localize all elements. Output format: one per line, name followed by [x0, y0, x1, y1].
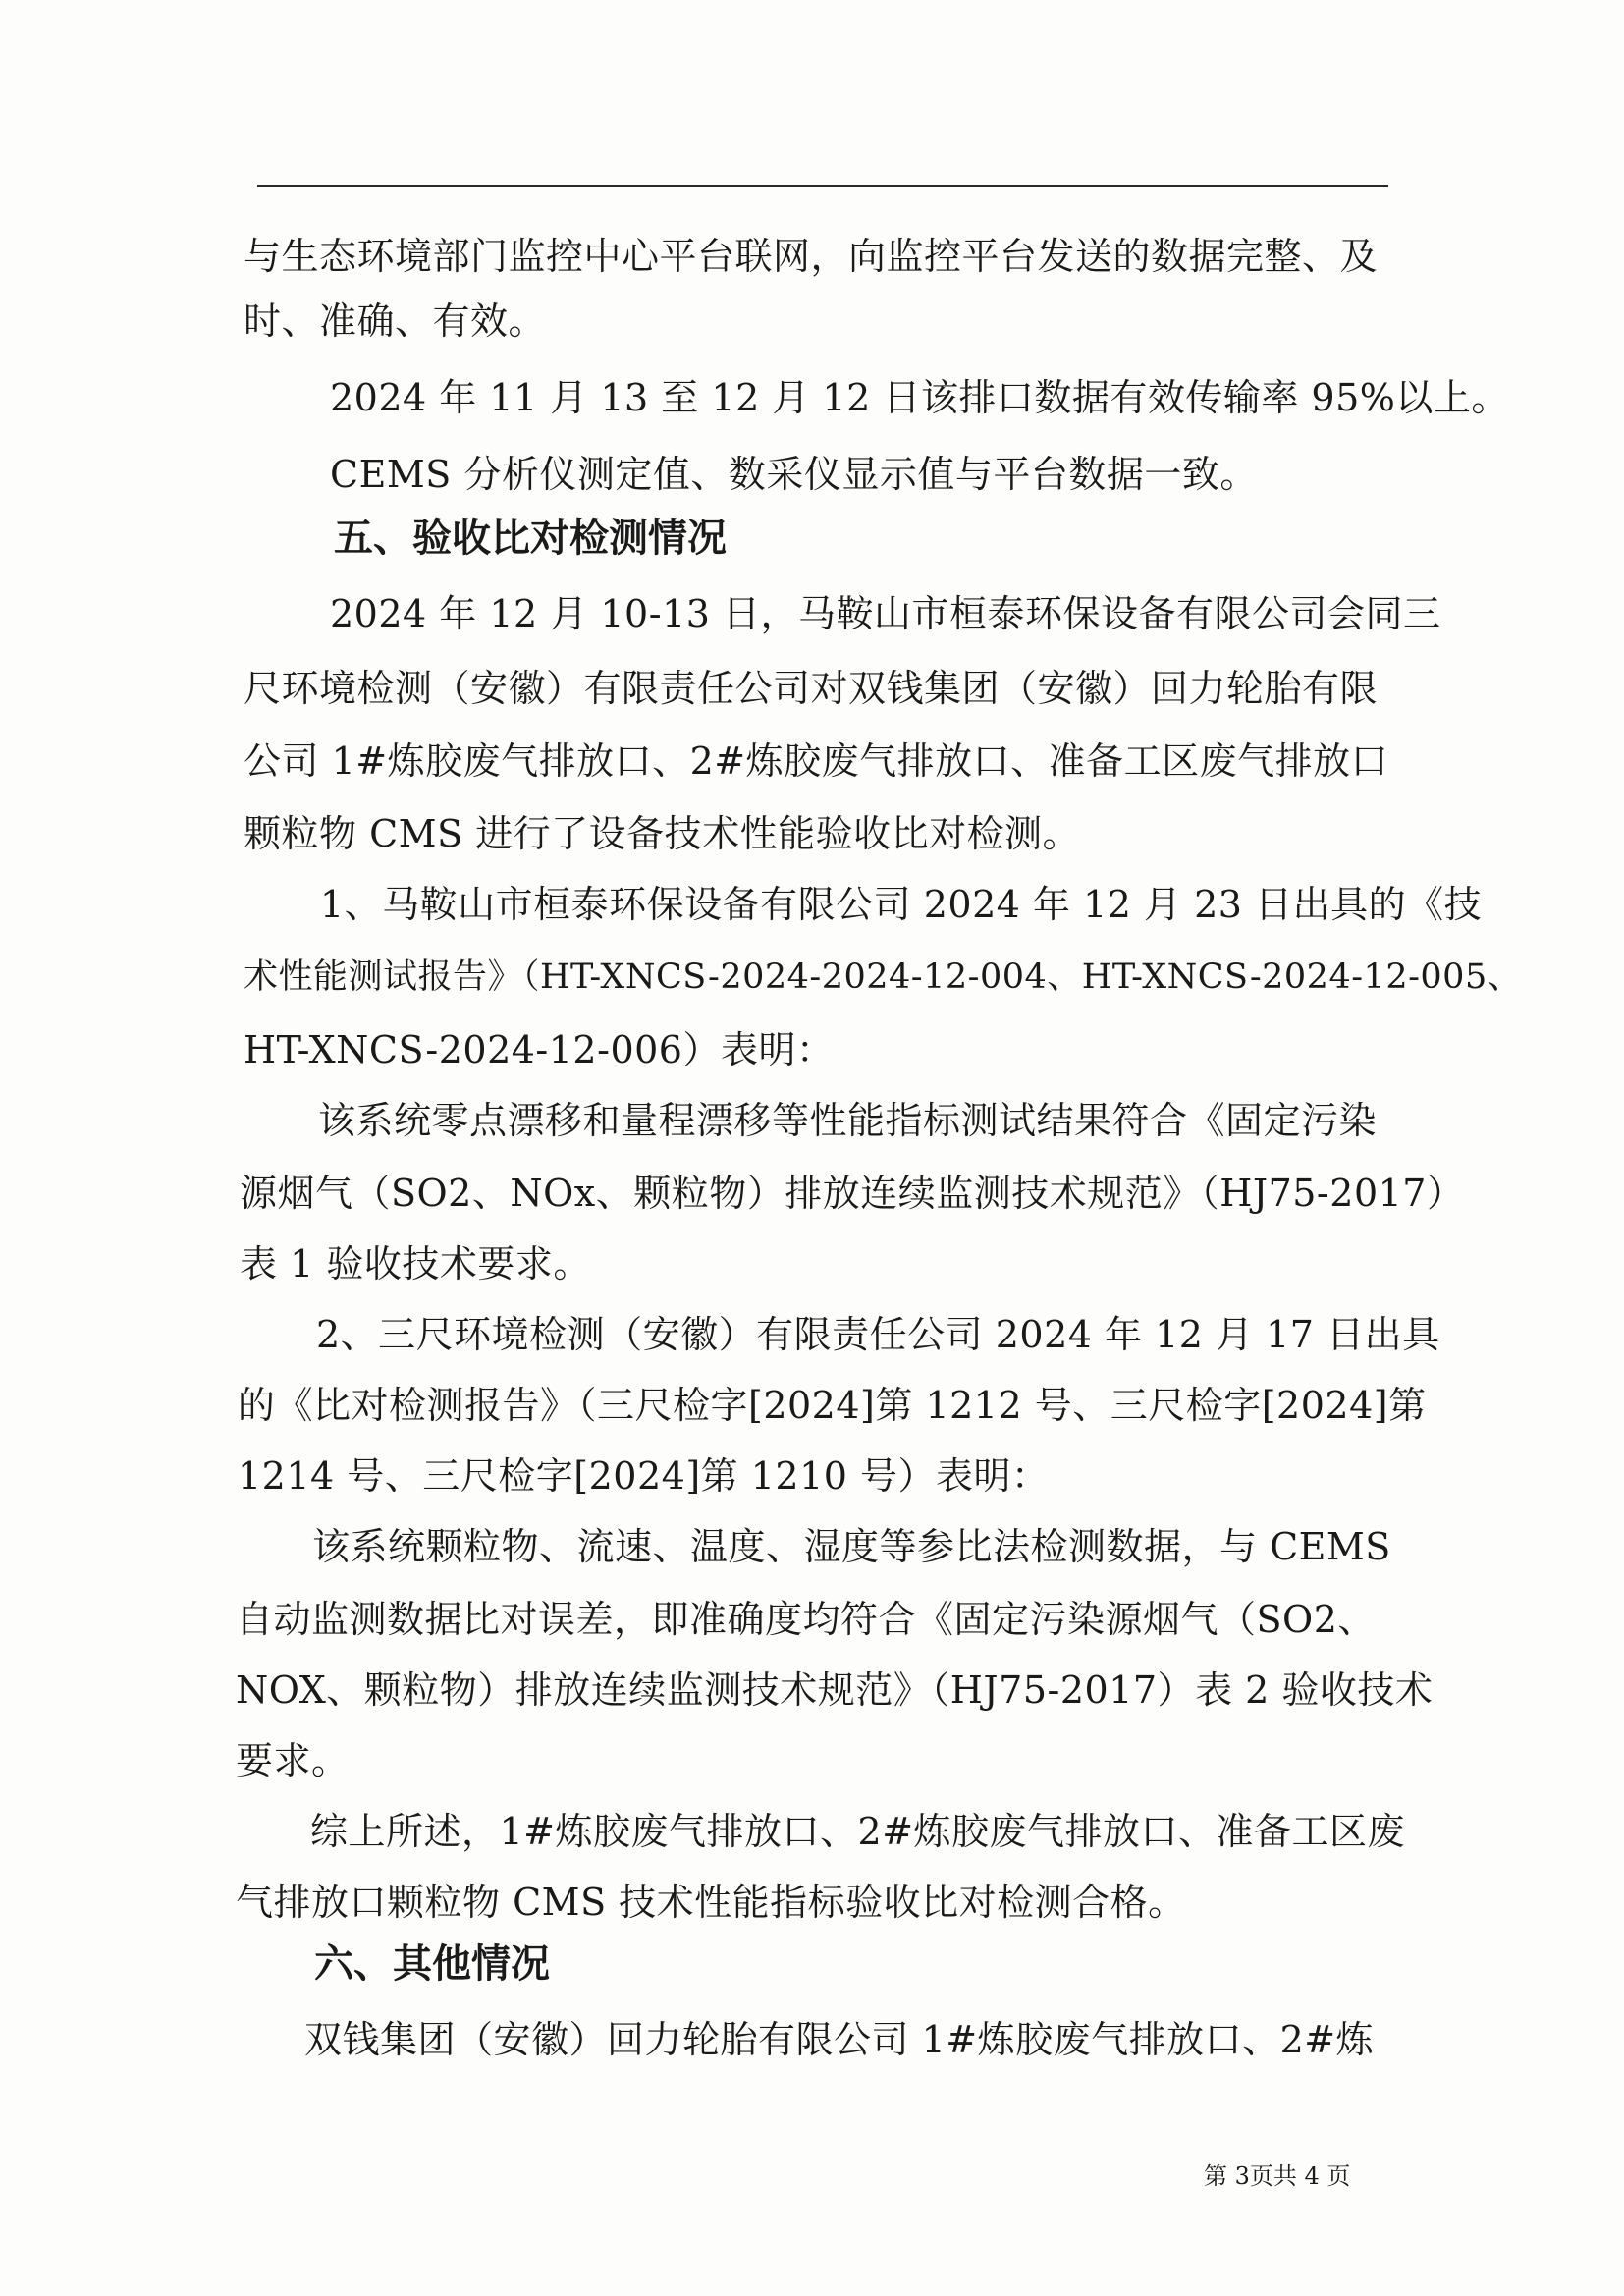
paragraph-line: 公司 1#炼胶废气排放口、2#炼胶废气排放口、准备工区废气排放口	[244, 739, 1389, 783]
paragraph-line: 2024 年 11 月 13 至 12 月 12 日该排口数据有效传输率 95%以上。	[330, 376, 1509, 419]
paragraph-line: 术性能测试报告》（HT-XNCS-2024-2024-12-004、HT-XNCS-2024-12-005、	[244, 957, 1523, 997]
paragraph-line: NOX、颗粒物）排放连续监测技术规范》（HJ75-2017）表 2 验收技术	[236, 1668, 1434, 1712]
paragraph-line: 该系统零点漂移和量程漂移等性能指标测试结果符合《固定污染	[318, 1099, 1378, 1142]
paragraph-line: HT-XNCS-2024-12-006）表明：	[244, 1028, 835, 1071]
paragraph-line: 源烟气（SO2、NOx、颗粒物）排放连续监测技术规范》（HJ75-2017）	[240, 1172, 1465, 1215]
paragraph-line: 的《比对检测报告》（三尺检字[2024]第 1212 号、三尺检字[2024]第	[238, 1384, 1427, 1427]
paragraph-line: 1、马鞍山市桓泰环保设备有限公司 2024 年 12 月 23 日出具的《技	[320, 883, 1483, 926]
paragraph-line: 双钱集团（安徽）回力轮胎有限公司 1#炼胶废气排放口、2#炼	[304, 2018, 1375, 2061]
paragraph-line: 时、准确、有效。	[244, 300, 547, 343]
paragraph-line: CEMS 分析仪测定值、数采仪显示值与平台数据一致。	[330, 453, 1258, 496]
paragraph-line: 表 1 验收技术要求。	[240, 1242, 591, 1285]
page-number: 第 3页共 4 页	[1204, 2162, 1351, 2190]
paragraph-line: 气排放口颗粒物 CMS 技术性能指标验收比对检测合格。	[236, 1881, 1186, 1924]
paragraph-line: 该系统颗粒物、流速、温度、湿度等参比法检测数据，与 CEMS	[312, 1525, 1391, 1568]
paragraph-line: 综上所述，1#炼胶废气排放口、2#炼胶废气排放口、准备工区废	[310, 1810, 1406, 1853]
paragraph-line: 与生态环境部门监控中心平台联网，向监控平台发送的数据完整、及	[244, 235, 1379, 278]
paragraph-line: 自动监测数据比对误差，即准确度均符合《固定污染源烟气（SO2、	[236, 1598, 1376, 1641]
paragraph-line: 要求。	[236, 1739, 350, 1782]
section-heading-6: 六、其他情况	[314, 1941, 550, 1987]
paragraph-line: 2、三尺环境检测（安徽）有限责任公司 2024 年 12 月 17 日出具	[316, 1313, 1440, 1356]
section-heading-5: 五、验收比对检测情况	[334, 516, 727, 561]
header-rule	[257, 185, 1388, 187]
paragraph-line: 颗粒物 CMS 进行了设备技术性能验收比对检测。	[244, 812, 1081, 855]
paragraph-line: 1214 号、三尺检字[2024]第 1210 号）表明：	[238, 1454, 1050, 1498]
paragraph-line: 尺环境检测（安徽）有限责任公司对双钱集团（安徽）回力轮胎有限	[244, 667, 1379, 710]
paragraph-line: 2024 年 12 月 10-13 日，马鞍山市桓泰环保设备有限公司会同三	[330, 592, 1441, 635]
